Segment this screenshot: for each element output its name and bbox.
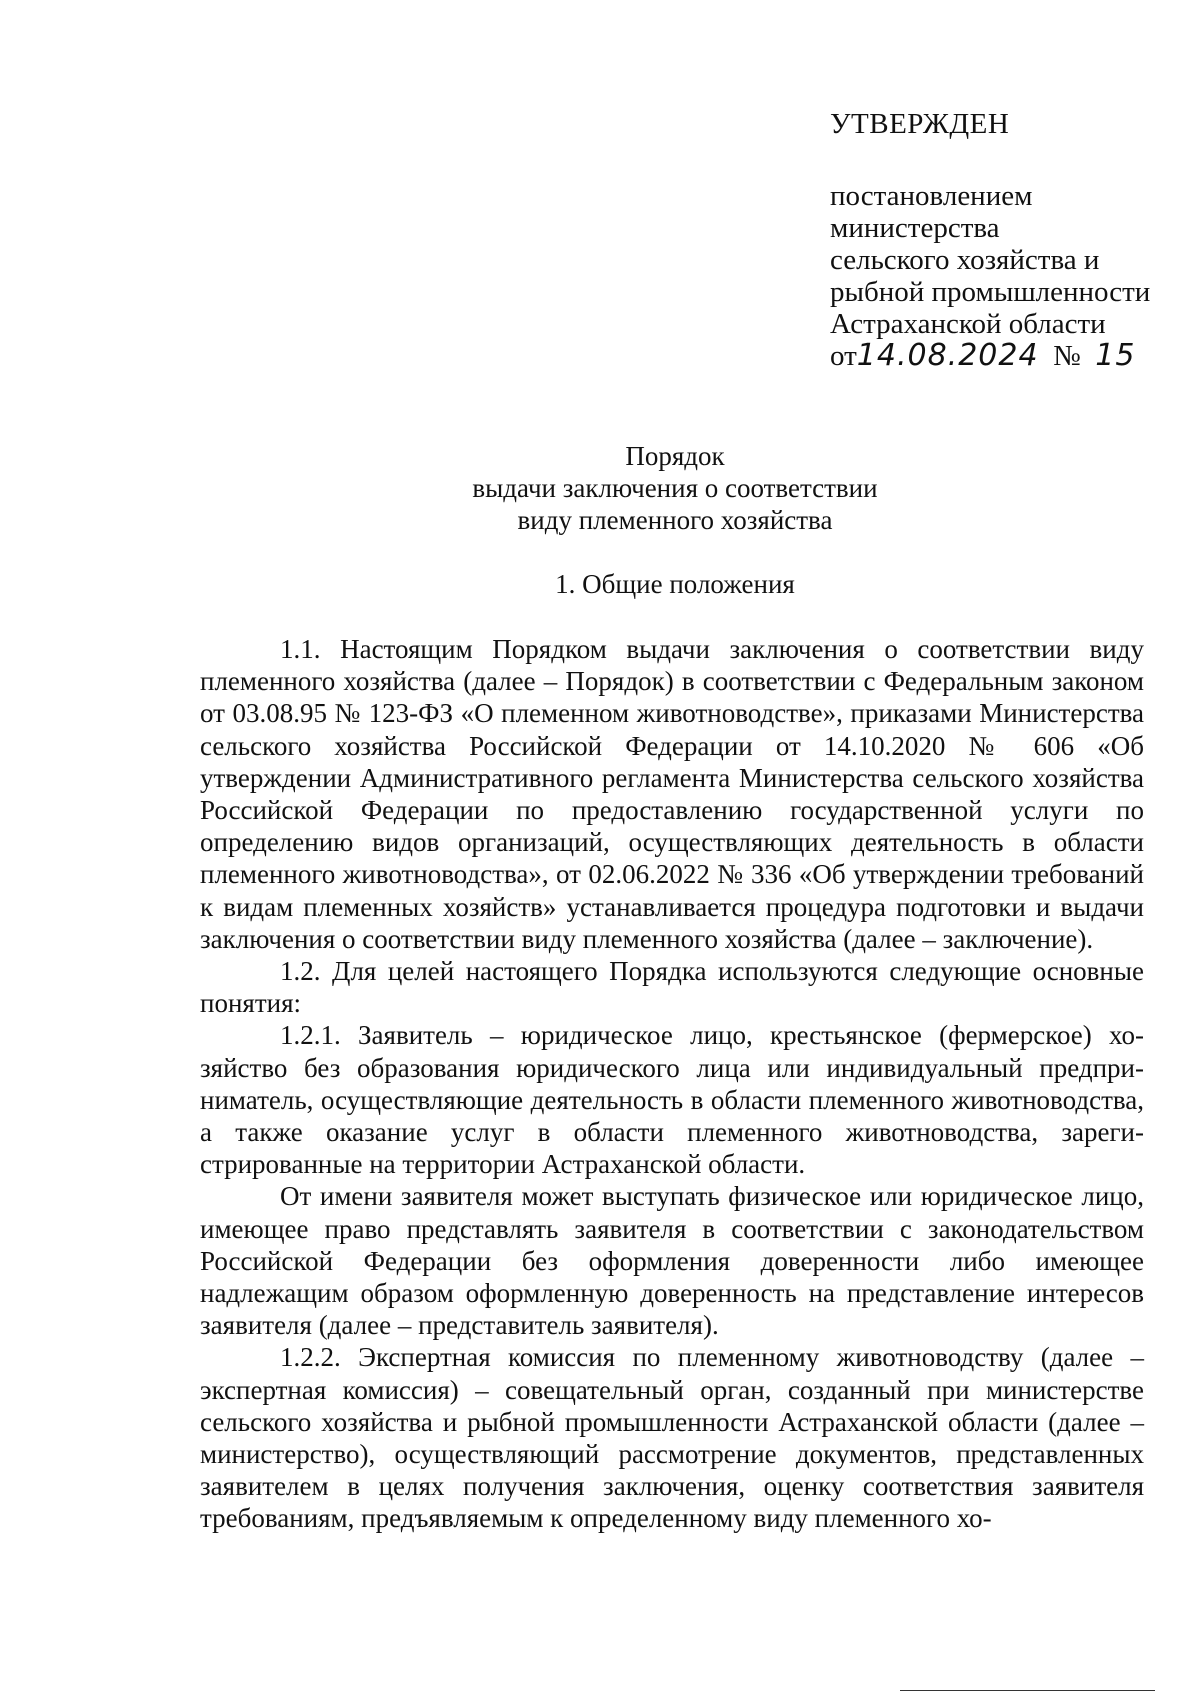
number-prefix: №: [1053, 340, 1081, 372]
title-line: виду племенного хозяйства: [517, 505, 833, 535]
body-text: [200, 633, 1144, 1535]
approval-date-line: [830, 340, 1170, 372]
approval-line: сельского хозяйства и: [830, 244, 1100, 276]
paragraph-1-1: 1.1. Настоящим Порядком выдачи заключения о соответствии виду племенного хозяйства (далее – Порядок) в соответствии с Федеральным законом от 03.08.95 № 123-ФЗ «О племенном животноводстве», приказами Министерства сельского хозяйства Российской Федерации от 14.10.2020 № 606 «Об утверждении Административного регламента Министерства сельского хозяйства Российской Федерации по предоставлению государственной услуги по определению видов организаций, осуществляющих деятельность в области племенного животноводства», от 02.06.2022 № 336 «Об утверждении требований к видам племенных хозяйств» устанавливается процедура подготовки и выдачи заключения о соответствии виду племенного хозяйства (далее – заключение).: [200, 634, 1144, 954]
handwritten-date: 14.08.2024: [856, 338, 1039, 373]
footer-rule: [900, 1690, 1155, 1691]
paragraph-1-2: 1.2. Для целей настоящего Порядка используются следующие основные понятия:: [200, 956, 1144, 1019]
section-heading: 1. Общие положения: [555, 569, 795, 599]
approval-line: рыбной промышленности: [830, 276, 1151, 308]
title-line: Порядок: [625, 441, 725, 471]
date-prefix: от: [830, 340, 857, 372]
handwritten-number: 15: [1095, 338, 1136, 373]
paragraph-1-2-2: 1.2.2. Экспертная комиссия по племенному животноводству (далее – экспертная комиссия) – совещательный орган, созданный при министерстве сельского хозяйства и рыбной промышленности Астраханской области (далее – министерство), осуществляющий рассмотрение документов, представленных заявителем в целях получения заключения, оценку соответствия заявителя требованиям, предъявляемым к определенному виду племенного хо-: [200, 1342, 1144, 1534]
approval-line: постановлением: [830, 180, 1033, 212]
paragraph-1-2-1: 1.2.1. Заявитель – юридическое лицо, крестьянское (фермерское) хозяйство без образования юридического лица или индивидуальный предприниматель, осуществляющие деятельность в области племенного животноводства, а также оказание услуг в области племенного животноводства, зарегистрированные на территории Астраханской области.: [200, 1020, 1144, 1180]
approval-line: министерства: [830, 212, 1000, 244]
title-line: выдачи заключения о соответствии: [472, 473, 878, 503]
approval-line: Астраханской области: [830, 308, 1106, 340]
approval-block: [830, 108, 1170, 372]
document-title: [0, 440, 1200, 536]
paragraph-representative: От имени заявителя может выступать физическое или юридическое лицо, имеющее право представлять заявителя в соответствии с законодательством Российской Федерации без оформления доверенности либо имеющее надлежащим образом оформленную доверенность на представление интересов заявителя (далее – представитель заявителя).: [200, 1181, 1144, 1341]
approval-heading: УТВЕРЖДЕН: [830, 108, 1010, 140]
